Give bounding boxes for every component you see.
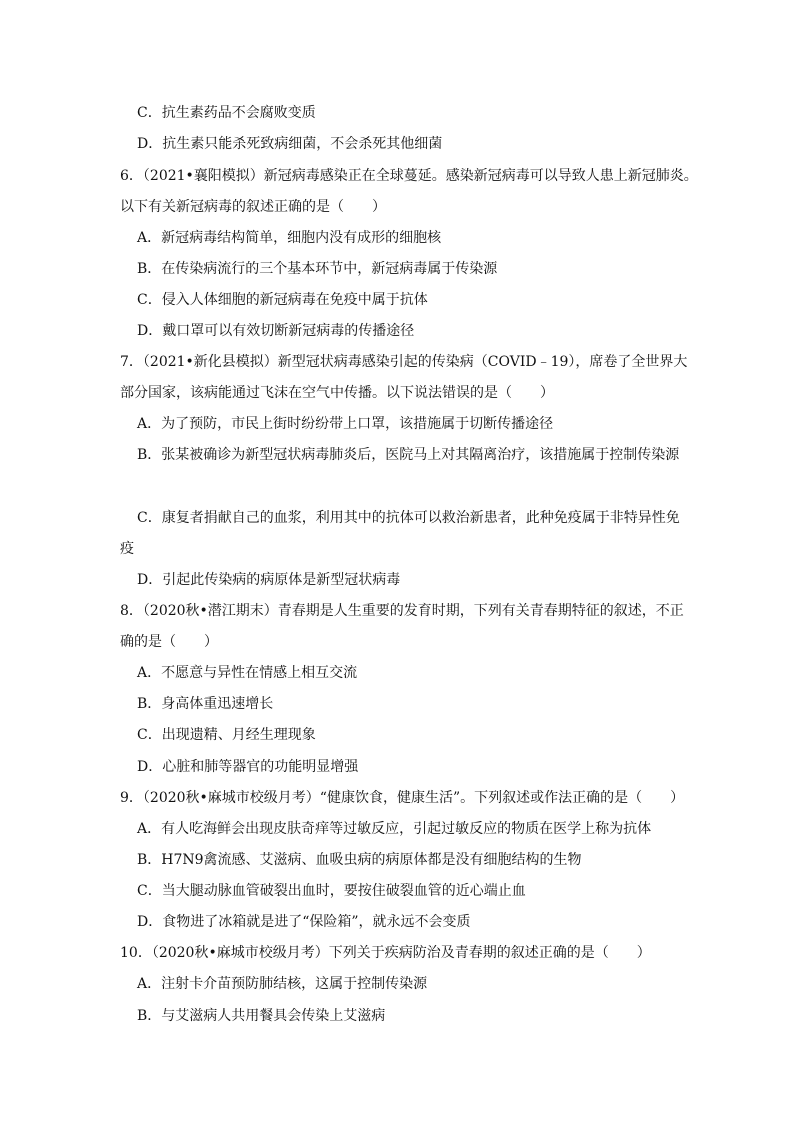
q9-option-a: A．有人吃海鲜会出现皮肤奇痒等过敏反应，引起过敏反应的物质在医学上称为抗体 [137,821,652,837]
q10-option-b: B．与艾滋病人共用餐具会传染上艾滋病 [137,1008,386,1024]
q9-option-b: B．H7N9禽流感、艾滋病、血吸虫病的病原体都是没有细胞结构的生物 [137,852,582,868]
q7-option-d: D．引起此传染病的病原体是新型冠状病毒 [137,572,401,588]
q6-option-c: C．侵入人体细胞的新冠病毒在免疫中属于抗体 [137,292,428,308]
q10-option-a: A．注射卡介苗预防肺结核，这属于控制传染源 [137,976,428,992]
q7-option-a: A．为了预防，市民上街时纷纷带上口罩，该措施属于切断传播途径 [137,416,554,432]
q8-option-a: A．不愿意与异性在情感上相互交流 [137,665,358,681]
q8-option-b: B．身高体重迅速增长 [137,696,274,712]
q7-option-b: B．张某被确诊为新型冠状病毒肺炎后，医院马上对其隔离治疗，该措施属于控制传染源 [137,447,680,463]
q7-stem: 7．（2021•新化县模拟）新型冠状病毒感染引起的传染病（COVID﹣19），席卷了全世界大 [120,354,688,370]
q8-stem: 8．（2020秋•潜江期末）青春期是人生重要的发育时期，下列有关青春期特征的叙述，不正 [120,603,684,619]
q9-option-c: C．当大腿动脉血管破裂出血时，要按住破裂血管的近心端止血 [137,883,526,899]
q8-stem-cont: 确的是（ ） [120,634,218,650]
q7-option-c-cont: 疫 [120,541,134,557]
q9-stem: 9．（2020秋•麻城市校级月考）“健康饮食，健康生活”。下列叙述或作法正确的是（ ） [120,790,685,806]
q10-stem: 10．（2020秋•麻城市校级月考）下列关于疾病防治及青春期的叙述正确的是（ ） [120,945,651,961]
q8-option-c: C．出现遗精、月经生理现象 [137,727,316,743]
q6-option-d: D．戴口罩可以有效切断新冠病毒的传播途径 [137,323,415,339]
q6-option-b: B．在传染病流行的三个基本环节中，新冠病毒属于传染源 [137,261,498,277]
q6-stem-cont: 以下有关新冠病毒的叙述正确的是（ ） [120,199,386,215]
q9-option-d: D．食物进了冰箱就是进了“保险箱”，就永远不会变质 [137,914,471,930]
q7-stem-cont: 部分国家，该病能通过飞沫在空气中传播。以下说法错误的是（ ） [120,385,554,401]
q5-option-d: D．抗生素只能杀死致病细菌，不会杀死其他细菌 [137,136,443,152]
q7-option-c: C．康复者捐献自己的血浆，利用其中的抗体可以救治新患者，此种免疫属于非特异性免 [137,510,680,526]
q6-stem: 6．（2021•襄阳模拟）新冠病毒感染正在全球蔓延。感染新冠病毒可以导致人患上新冠肺炎。 [120,168,698,184]
q5-option-c: C．抗生素药品不会腐败变质 [137,105,316,121]
q6-option-a: A．新冠病毒结构简单，细胞内没有成形的细胞核 [137,230,442,246]
q8-option-d: D．心脏和肺等器官的功能明显增强 [137,759,359,775]
